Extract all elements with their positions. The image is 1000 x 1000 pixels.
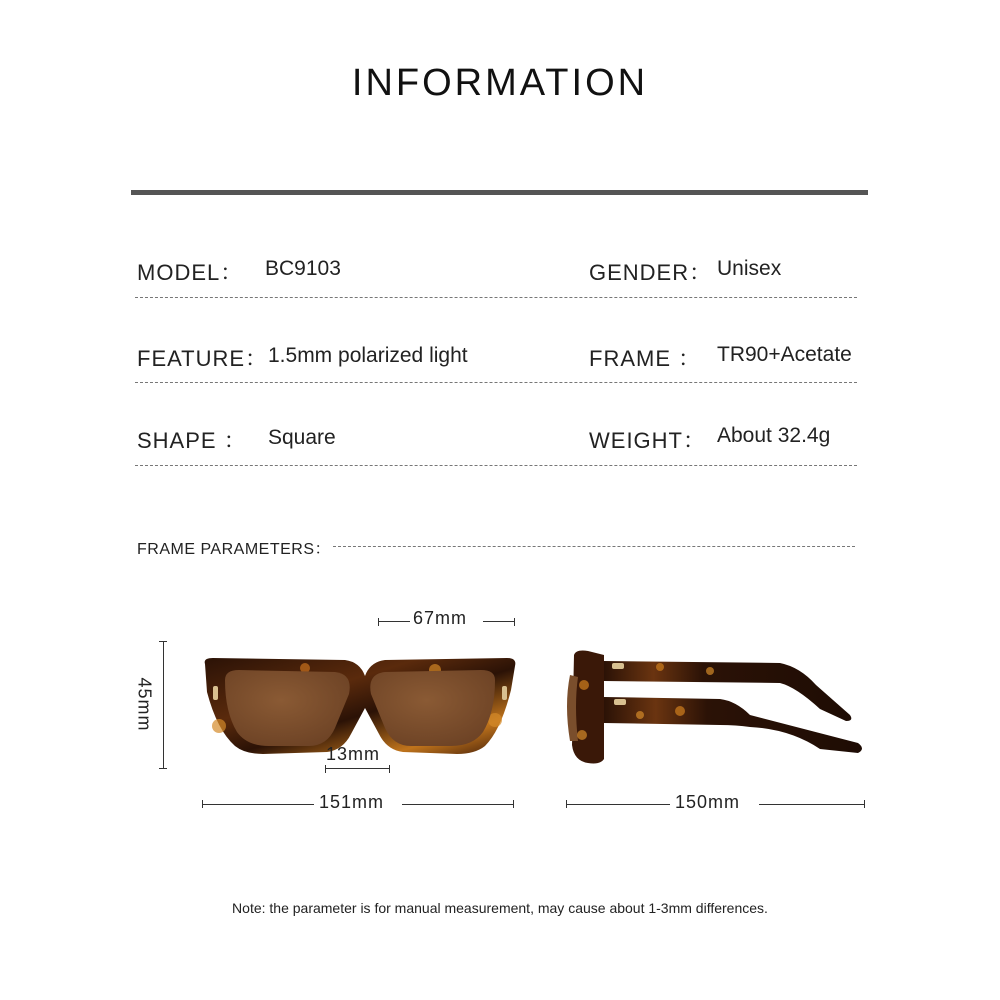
row-divider <box>135 297 857 298</box>
dimension-tick <box>513 800 514 808</box>
dimension-line <box>378 621 410 622</box>
dimension-line <box>566 804 670 805</box>
feature-value: 1.5mm polarized light <box>268 344 468 367</box>
lens-height-label: 45mm <box>134 677 155 732</box>
dimension-tick <box>325 765 326 773</box>
row-divider <box>135 465 857 466</box>
page-title: INFORMATION <box>351 62 649 104</box>
measurement-note: Note: the parameter is for manual measurement, may cause about 1-3mm differences. <box>232 900 768 916</box>
dimension-line <box>325 768 390 769</box>
dimension-line <box>402 804 514 805</box>
title-divider <box>131 190 868 195</box>
row-divider <box>135 382 857 383</box>
dimension-line <box>202 804 314 805</box>
shape-label: SHAPE ： <box>137 428 247 453</box>
lens-width-label: 67mm <box>413 608 468 628</box>
dimension-line <box>483 621 515 622</box>
bridge-width-label: 13mm <box>326 744 381 764</box>
gender-value: Unisex <box>717 257 782 280</box>
dimension-line <box>759 804 865 805</box>
weight-label: WEIGHT： <box>589 428 706 453</box>
dimension-tick <box>159 768 167 769</box>
frame-value: TR90+Acetate <box>717 343 852 366</box>
temple-length-label: 150mm <box>675 792 741 812</box>
frame-parameters-label: FRAME PARAMETERS： <box>137 541 332 558</box>
gender-label: GENDER： <box>589 260 713 285</box>
dimension-tick <box>514 618 515 626</box>
dimension-tick <box>389 765 390 773</box>
feature-label: FEATURE： <box>137 346 269 371</box>
frame-label: FRAME ： <box>589 346 702 371</box>
weight-value: About 32.4g <box>717 424 831 447</box>
model-label: MODEL： <box>137 260 244 285</box>
frame-width-label: 151mm <box>319 792 385 812</box>
shape-value: Square <box>268 426 336 449</box>
dimension-line <box>163 641 164 769</box>
model-value: BC9103 <box>265 257 341 280</box>
dimension-tick <box>378 618 379 626</box>
glasses-side-image <box>560 645 870 770</box>
frame-parameters-divider <box>333 546 855 547</box>
dimension-tick <box>864 800 865 808</box>
